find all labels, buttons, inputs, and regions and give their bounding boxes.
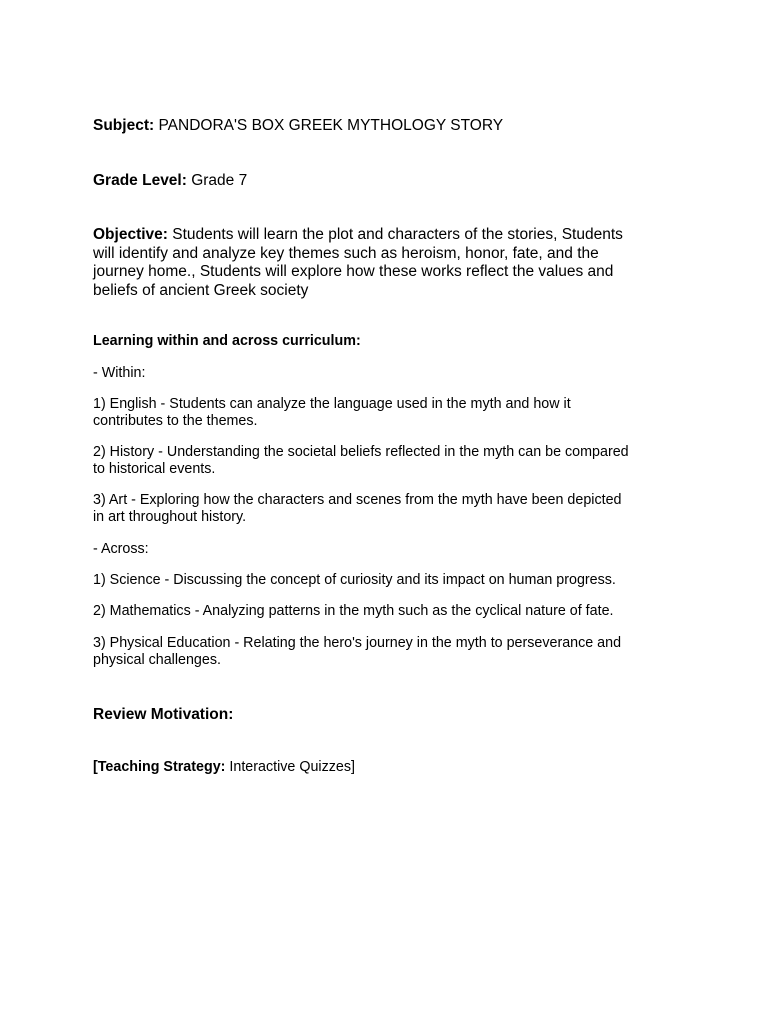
review-motivation-heading xyxy=(93,705,233,724)
across-label: - Across: xyxy=(93,541,149,557)
within-item-2-line-1: 2) History - Understanding the societal beliefs reflected in the myth can be compared xyxy=(93,444,629,460)
objective-line-3: journey home., Students will explore how these works reflect the values and xyxy=(93,263,614,280)
teaching-strategy-line xyxy=(93,759,355,776)
within-item-2-line-2: to historical events. xyxy=(93,461,216,477)
curriculum-heading xyxy=(93,333,361,350)
curriculum-heading-text: Learning within and across curriculum: xyxy=(93,333,361,349)
objective-line-1 xyxy=(93,225,623,244)
subject-value: PANDORA'S BOX GREEK MYTHOLOGY STORY xyxy=(158,117,504,134)
objective-label: Objective: xyxy=(93,226,168,243)
objective-line-4: beliefs of ancient Greek society xyxy=(93,282,309,299)
across-item-3-line-1: 3) Physical Education - Relating the hero's journey in the myth to perseverance and xyxy=(93,635,622,651)
subject-label: Subject: xyxy=(93,117,155,134)
teaching-strategy-value: Interactive Quizzes xyxy=(229,759,351,775)
within-item-1-line-2: contributes to the themes. xyxy=(93,413,258,429)
teaching-strategy-open: [ xyxy=(93,759,98,775)
review-motivation-text: Review Motivation: xyxy=(93,706,234,723)
objective-text-1: Students will learn the plot and characters of the stories, Students xyxy=(172,226,623,243)
within-label: - Within: xyxy=(93,365,146,381)
across-item-3-line-2: physical challenges. xyxy=(93,652,221,668)
grade-level-label: Grade Level: xyxy=(93,172,187,189)
within-item-3-line-1: 3) Art - Exploring how the characters and scenes from the myth have been depicted xyxy=(93,492,622,508)
within-item-1-line-1: 1) English - Students can analyze the language used in the myth and how it xyxy=(93,396,571,412)
teaching-strategy-close: ] xyxy=(350,759,355,775)
grade-level-line xyxy=(93,171,247,190)
grade-level-value: Grade 7 xyxy=(191,172,248,189)
subject-line xyxy=(93,116,503,135)
across-item-2: 2) Mathematics - Analyzing patterns in the myth such as the cyclical nature of fate. xyxy=(93,603,614,619)
within-item-3-line-2: in art throughout history. xyxy=(93,509,247,525)
teaching-strategy-label: Teaching Strategy: xyxy=(97,759,226,775)
objective-line-2: will identify and analyze key themes such as heroism, honor, fate, and the xyxy=(93,245,599,262)
across-item-1: 1) Science - Discussing the concept of curiosity and its impact on human progress. xyxy=(93,572,616,588)
